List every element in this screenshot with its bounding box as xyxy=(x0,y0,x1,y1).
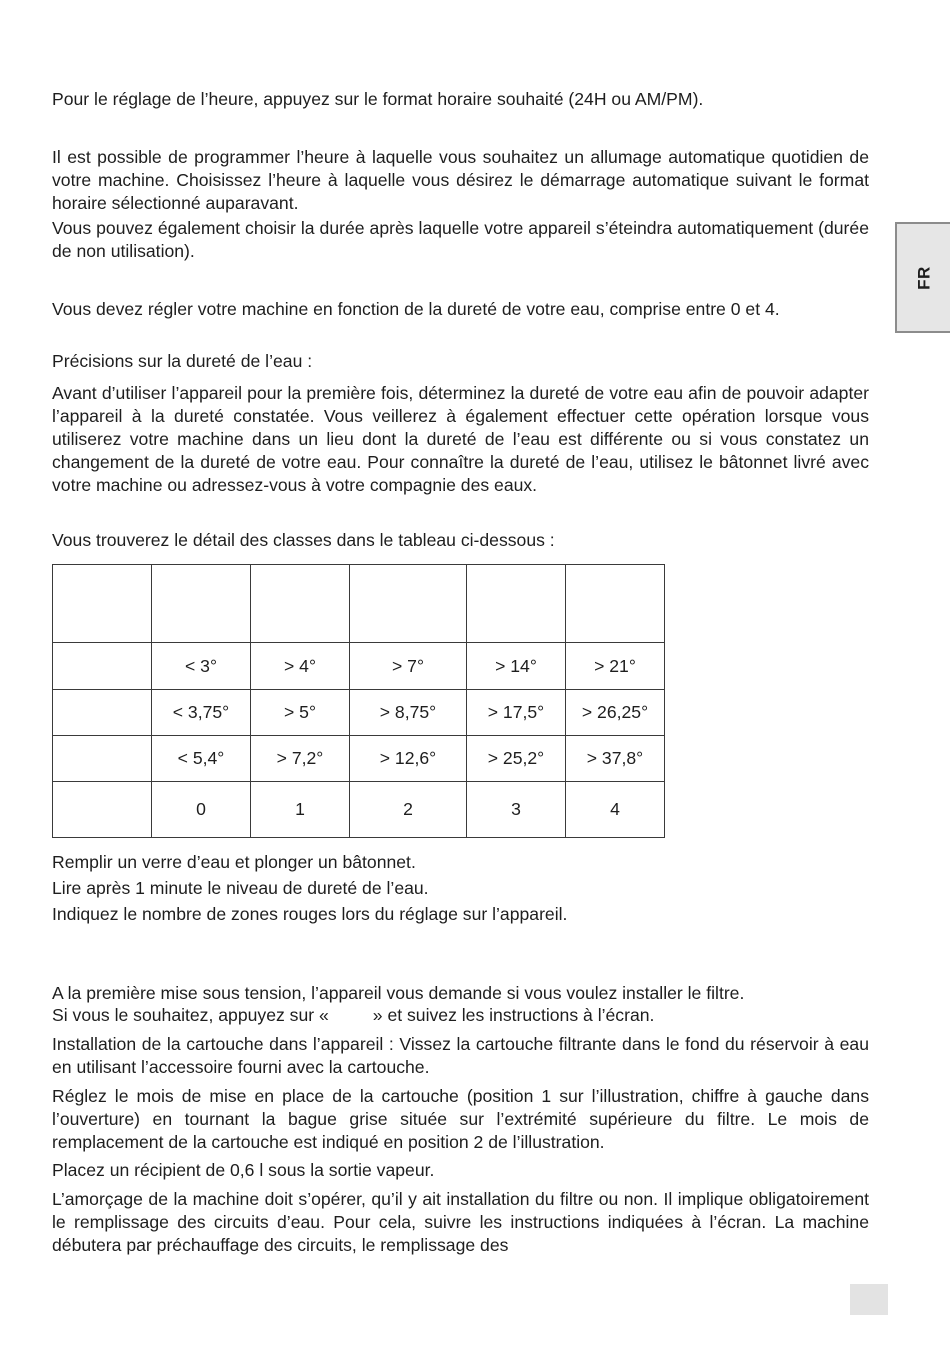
table-cell: > 4° xyxy=(251,643,350,690)
table-cell xyxy=(467,565,566,643)
filter-prompt-end: » et suivez les instructions à l’écran. xyxy=(372,1005,655,1025)
paragraph-filter-prompt xyxy=(52,1004,869,1027)
table-cell xyxy=(152,565,251,643)
table-cell: > 25,2° xyxy=(467,736,566,782)
table-cell: > 7,2° xyxy=(251,736,350,782)
table-cell: > 37,8° xyxy=(566,736,665,782)
paragraph-first-power-on: A la première mise sous tension, l’appareil vous demande si vous voulez installer le filtre. xyxy=(52,983,745,1003)
table-cell xyxy=(53,565,152,643)
paragraph-hardness-details: Avant d’utiliser l’appareil pour la première fois, déterminez la dureté de votre eau afin de pouvoir adapter l’appareil à la dureté constatée. Vous veillerez à également effectuer cette opération lorsque vous utiliserez votre machine dans un lieu dont la dureté de l’eau est différente ou si vous constatez un changement de la dureté de votre eau. Pour connaître la dureté de l’eau, utilisez le bâtonnet livré avec votre machine ou adressez-vous à votre compagnie des eaux. xyxy=(52,383,869,495)
table-cell xyxy=(53,690,152,736)
table-cell: 2 xyxy=(350,782,467,838)
table-row xyxy=(53,736,665,782)
hardness-table xyxy=(52,564,665,838)
table-cell: > 14° xyxy=(467,643,566,690)
paragraph-step-fill-glass: Remplir un verre d’eau et plonger un bâtonnet. xyxy=(52,852,416,872)
paragraph-container: Placez un récipient de 0,6 l sous la sortie vapeur. xyxy=(52,1160,435,1180)
table-cell: > 12,6° xyxy=(350,736,467,782)
table-cell xyxy=(53,643,152,690)
paragraph-auto-off: Vous pouvez également choisir la durée après laquelle votre appareil s’éteindra automatiquement (durée de non utilisation). xyxy=(52,218,869,261)
table-cell xyxy=(566,565,665,643)
paragraph-cartridge-install: Installation de la cartouche dans l’appareil : Vissez la cartouche filtrante dans le fond du réservoir à eau en utilisant l’accessoire fourni avec la cartouche. xyxy=(52,1034,869,1077)
table-cell xyxy=(251,565,350,643)
table-cell: > 17,5° xyxy=(467,690,566,736)
table-row xyxy=(53,690,665,736)
table-cell: 1 xyxy=(251,782,350,838)
table-cell: > 5° xyxy=(251,690,350,736)
language-tab xyxy=(895,222,950,333)
language-tab-label: FR xyxy=(914,265,933,290)
table-cell: > 8,75° xyxy=(350,690,467,736)
table-cell: 3 xyxy=(467,782,566,838)
table-cell: > 21° xyxy=(566,643,665,690)
table-cell xyxy=(53,736,152,782)
table-cell: < 3° xyxy=(152,643,251,690)
paragraph-priming: L’amorçage de la machine doit s’opérer, qu’il y ait installation du filtre ou non. Il implique obligatoirement le remplissage des circuits d’eau. Pour cela, suivre les instructions indiquées à l’écran. La machine débutera par préchauffage des circuits, le remplissage des xyxy=(52,1189,869,1255)
paragraph-table-intro: Vous trouverez le détail des classes dans le tableau ci-dessous : xyxy=(52,530,555,550)
page-number-box xyxy=(850,1284,888,1315)
paragraph-water-hardness-setting: Vous devez régler votre machine en fonction de la dureté de votre eau, comprise entre 0 et 4. xyxy=(52,299,780,319)
filter-prompt-start: Si vous le souhaitez, appuyez sur « xyxy=(52,1005,329,1025)
table-cell xyxy=(53,782,152,838)
table-cell: 4 xyxy=(566,782,665,838)
table-cell: 0 xyxy=(152,782,251,838)
paragraph-hardness-heading: Précisions sur la dureté de l’eau : xyxy=(52,351,313,371)
table-row xyxy=(53,643,665,690)
table-cell xyxy=(350,565,467,643)
table-cell: > 26,25° xyxy=(566,690,665,736)
paragraph-auto-start: Il est possible de programmer l’heure à laquelle vous souhaitez un allumage automatique quotidien de votre machine. Choisissez l’heure à laquelle vous désirez le démarrage automatique suivant le format horaire sélectionné auparavant. xyxy=(52,147,869,213)
table-cell: < 5,4° xyxy=(152,736,251,782)
paragraph-step-indicate-zones: Indiquez le nombre de zones rouges lors du réglage sur l’appareil. xyxy=(52,904,568,924)
table-cell: < 3,75° xyxy=(152,690,251,736)
table-row xyxy=(53,782,665,838)
paragraph-cartridge-month: Réglez le mois de mise en place de la cartouche (position 1 sur l’illustration, chiffre à gauche dans l’ouverture) en tournant la bague grise située sur l’extrémité supérieure du filtre. Le mois de remplacement de la cartouche est indiqué en position 2 de l’illustration. xyxy=(52,1086,869,1152)
table-row xyxy=(53,565,665,643)
paragraph-time-format: Pour le réglage de l’heure, appuyez sur le format horaire souhaité (24H ou AM/PM). xyxy=(52,89,704,109)
table-cell: > 7° xyxy=(350,643,467,690)
paragraph-step-read-level: Lire après 1 minute le niveau de dureté de l’eau. xyxy=(52,878,429,898)
